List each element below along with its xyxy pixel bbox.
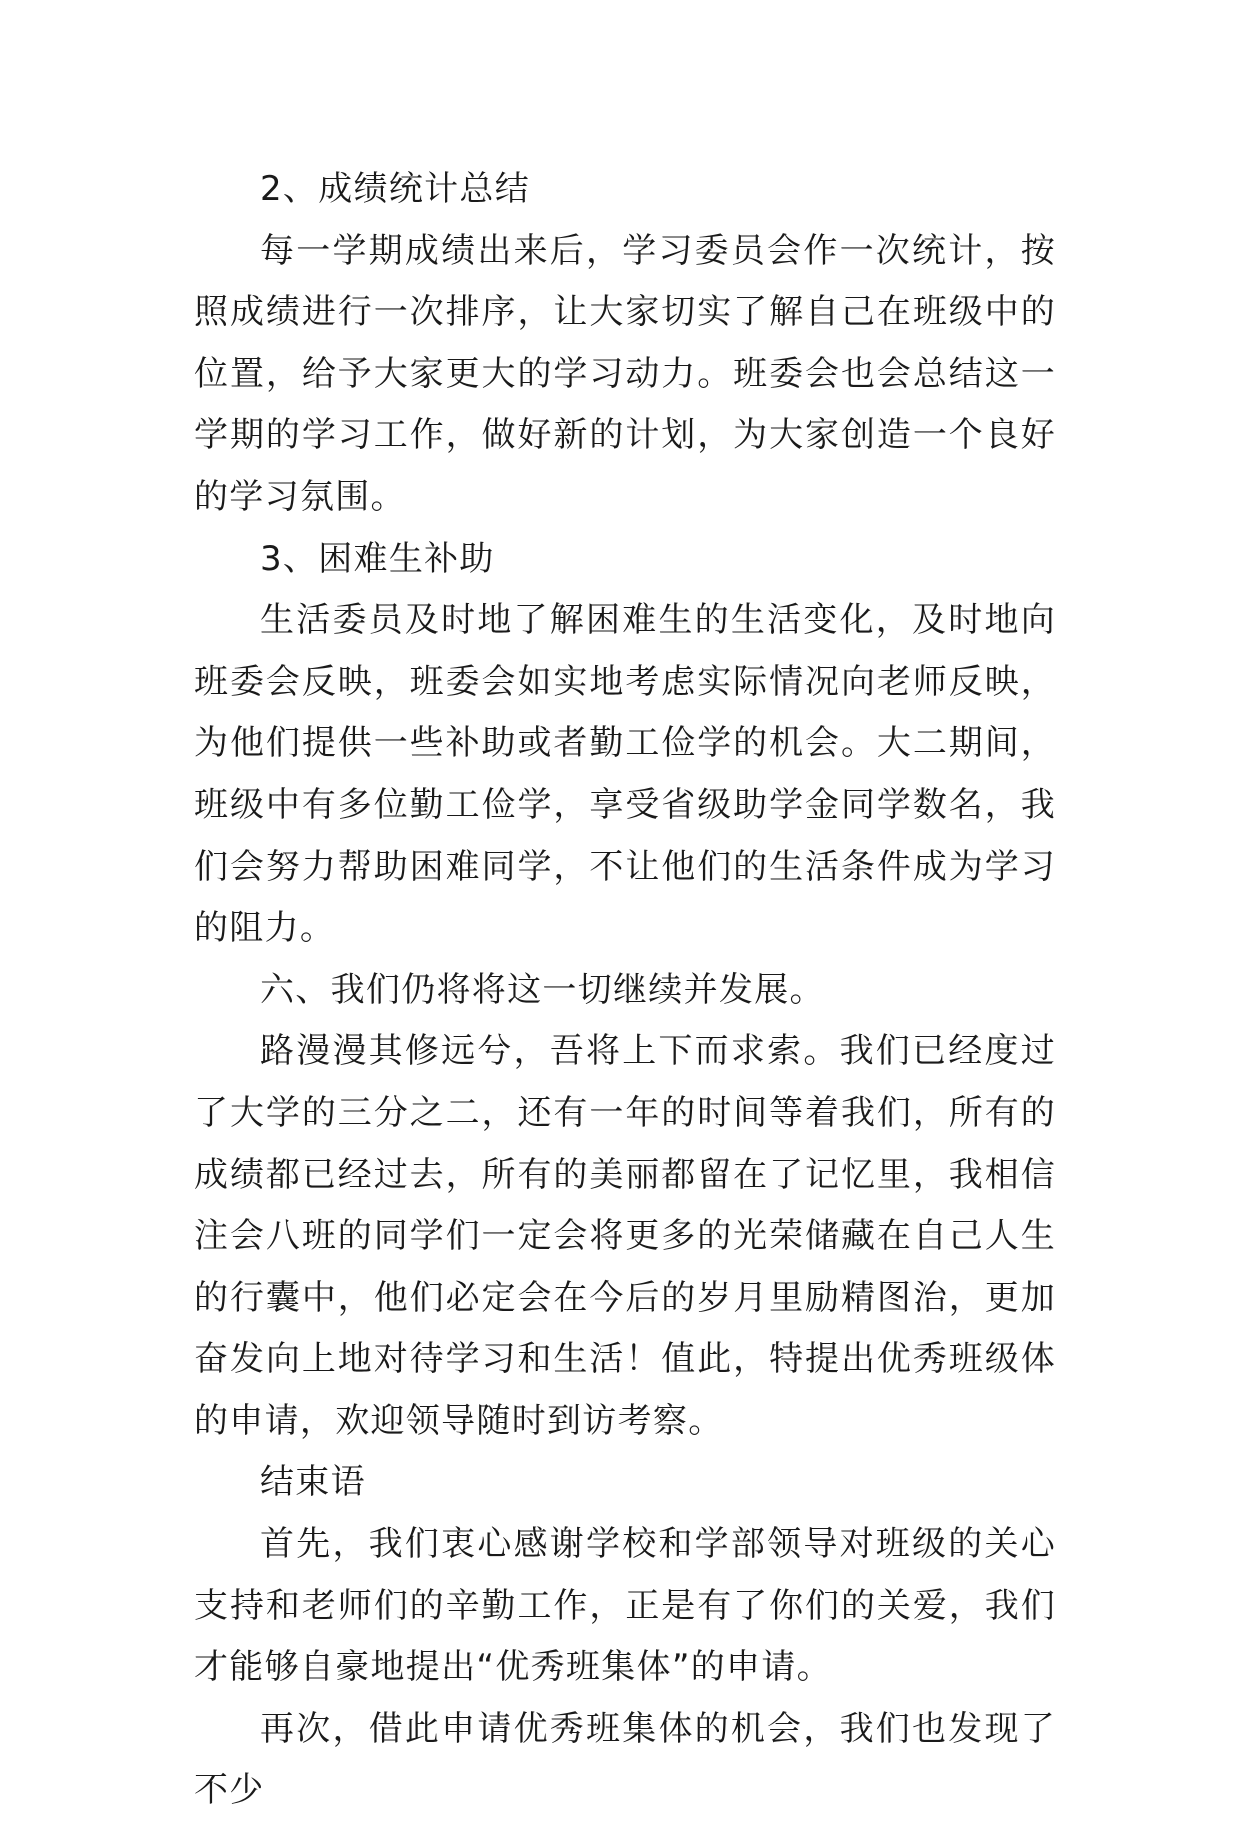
paragraph-thanks: 首先，我们衷心感谢学校和学部领导对班级的关心支持和老师们的辛勤工作，正是有了你们的关爱，我们才能够自豪地提出“优秀班集体”的申请。 xyxy=(194,1524,1056,1688)
document-body xyxy=(194,159,1056,1822)
section-heading-score-statistics: 2、成绩统计总结 xyxy=(260,169,531,209)
paragraph-outlook: 路漫漫其修远兮，吾将上下而求索。我们已经度过了大学的三分之二，还有一年的时间等着我们，所有的成绩都已经过去，所有的美丽都留在了记忆里，我相信注会八班的同学们一定会将更多的光荣储藏在自己人生的行囊中，他们必定会在今后的岁月里励精图治，更加奋发向上地对待学习和生活！值此，特提出优秀班级体的申请，欢迎领导随时到访考察。 xyxy=(194,1031,1056,1441)
paragraph-score-statistics: 每一学期成绩出来后，学习委员会作一次统计，按照成绩进行一次排序，让大家切实了解自己在班级中的位置，给予大家更大的学习动力。班委会也会总结这一学期的学习工作，做好新的计划，为大家创造一个良好的学习氛围。 xyxy=(194,230,1056,517)
paragraph-reflection: 再次，借此申请优秀班集体的机会，我们也发现了不少 xyxy=(194,1708,1056,1811)
section-heading-conclusion: 结束语 xyxy=(260,1462,366,1503)
section-heading-continue-develop: 六、我们仍将将这一切继续并发展。 xyxy=(260,969,825,1010)
section-heading-hardship-aid: 3、困难生补助 xyxy=(260,538,495,579)
paragraph-hardship-aid: 生活委员及时地了解困难生的生活变化，及时地向班委会反映，班委会如实地考虑实际情况向老师反映，为他们提供一些补助或者勤工俭学的机会。大二期间，班级中有多位勤工俭学，享受省级助学金同学数名，我们会努力帮助困难同学，不让他们的生活条件成为学习的阻力。 xyxy=(194,600,1056,949)
